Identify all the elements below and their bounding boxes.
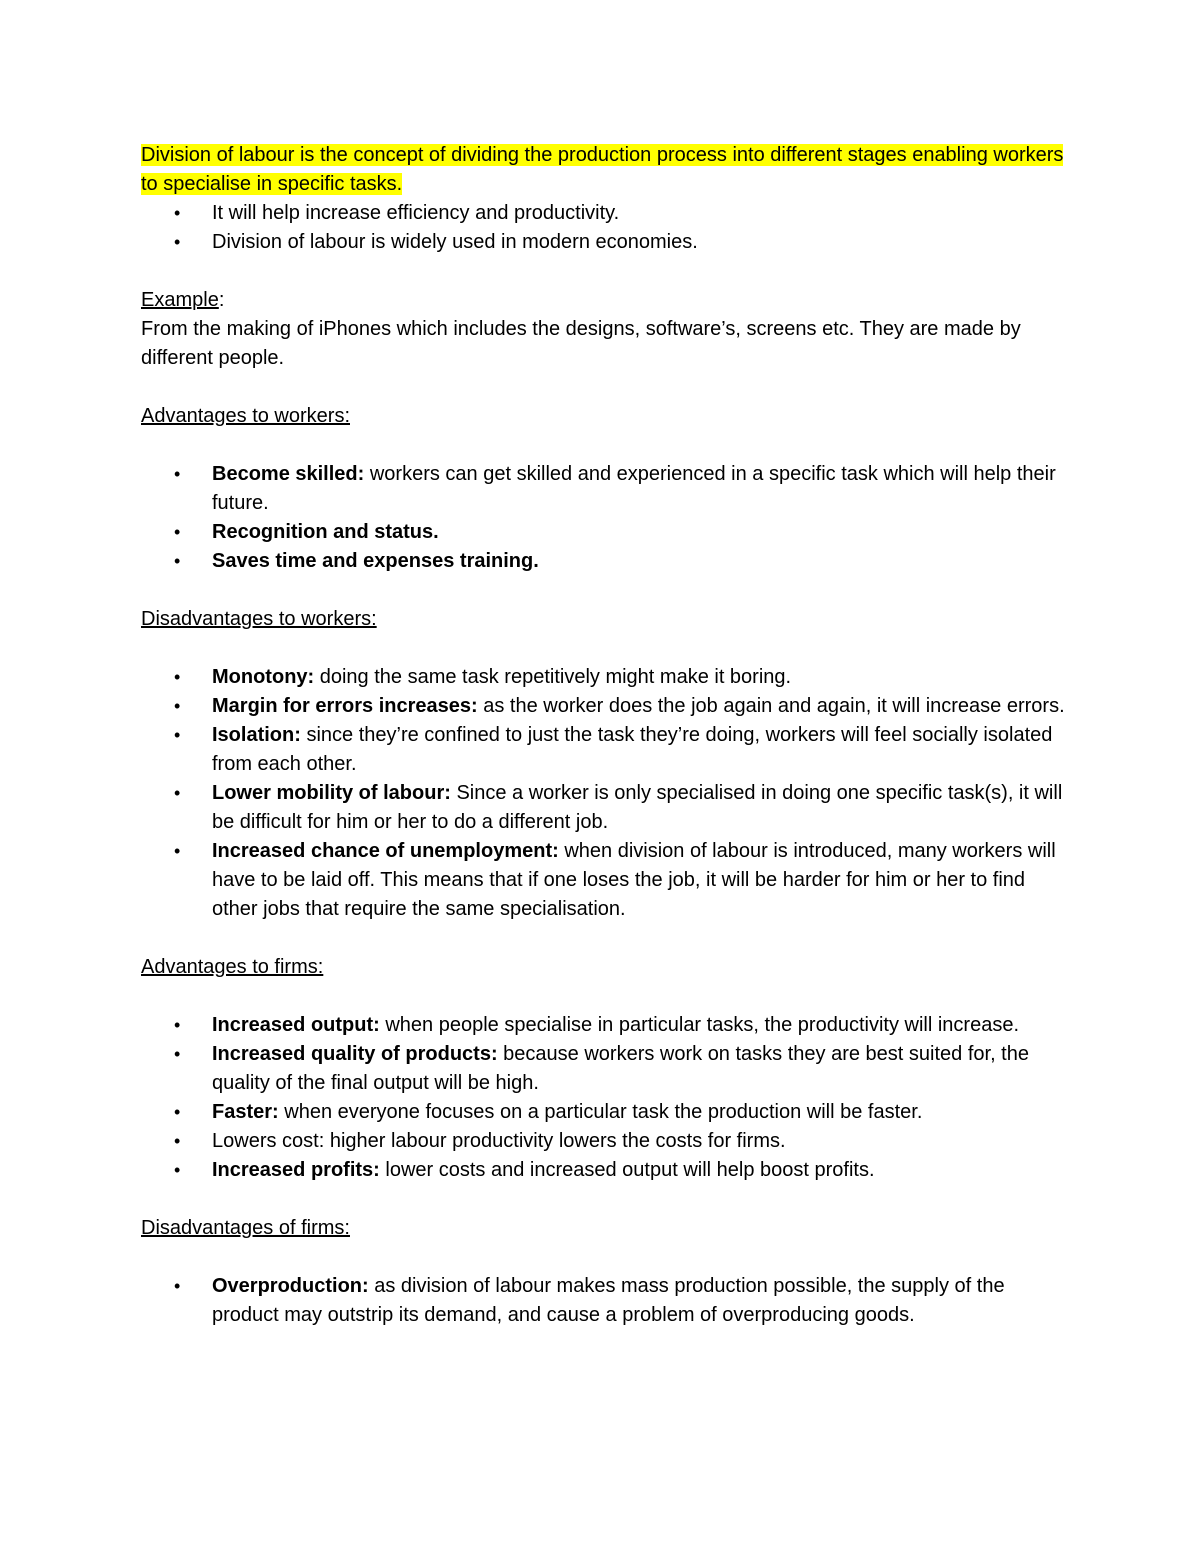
item-desc: when division of labour is introduced, many workers will have to be laid off. This means that if one loses the job, it will be harder for him or her to find other jobs that require the same specialisation. (212, 840, 1056, 920)
intro-bullet-text: Division of labour is widely used in modern economies. (212, 231, 698, 253)
item-term: Increased profits: (212, 1159, 380, 1181)
item-desc: as the worker does the job again and again, it will increase errors. (477, 695, 1065, 717)
disadv-firms-heading: Disadvantages of firms: (141, 1217, 350, 1239)
item-term: Faster: (212, 1101, 279, 1123)
bullet-icon: • (174, 1102, 181, 1122)
example-text: From the making of iPhones which includes the designs, software’s, screens etc. They are made by different people. (141, 318, 1021, 369)
list-item (141, 1011, 1071, 1040)
list-item (141, 663, 1071, 692)
item-term: Lower mobility of labour: (212, 782, 451, 804)
list-item (141, 1098, 1071, 1127)
list-item (141, 1127, 1071, 1156)
list-item (141, 692, 1071, 721)
list-item (141, 547, 1071, 576)
bullet-icon: • (174, 841, 181, 861)
item-term: Isolation: (212, 724, 301, 746)
adv-firms-heading: Advantages to firms: (141, 956, 324, 978)
item-term: Margin for errors increases: (212, 695, 478, 717)
list-item (141, 779, 1071, 837)
item-term: Increased quality of products: (212, 1043, 498, 1065)
bullet-icon: • (174, 783, 181, 803)
item-desc: when everyone focuses on a particular task the production will be faster. (278, 1101, 923, 1123)
list-item (141, 518, 1071, 547)
intro-bullet-list (141, 199, 1071, 257)
intro-bullet-item (141, 228, 1071, 257)
item-desc: Since a worker is only specialised in doing one specific task(s), it will be difficult for him or her to do a different job. (212, 782, 1063, 833)
item-desc: when people specialise in particular tasks, the productivity will increase. (379, 1014, 1019, 1036)
list-item (141, 1040, 1071, 1098)
item-desc: doing the same task repetitively might make it boring. (314, 666, 792, 688)
adv-workers-list (141, 460, 1071, 576)
list-item (141, 460, 1071, 518)
intro-highlight: Division of labour is the concept of dividing the production process into different stages enabling workers to specialise in specific tasks. (141, 144, 1064, 195)
disadv-workers-list (141, 663, 1071, 924)
bullet-icon: • (174, 1015, 181, 1035)
bullet-icon: • (174, 725, 181, 745)
intro-bullet-item (141, 199, 1071, 228)
item-term: Saves time and expenses training. (212, 550, 539, 572)
disadv-firms-list (141, 1272, 1071, 1330)
bullet-icon: • (174, 232, 181, 252)
item-desc: workers can get skilled and experienced in a specific task which will help their future. (212, 463, 1056, 514)
item-desc: as division of labour makes mass production possible, the supply of the product may outstrip its demand, and cause a problem of overproducing goods. (212, 1275, 1005, 1326)
list-item (141, 721, 1071, 779)
bullet-icon: • (174, 667, 181, 687)
disadv-workers-heading: Disadvantages to workers: (141, 608, 377, 630)
item-term: Monotony: (212, 666, 315, 688)
item-desc: because workers work on tasks they are best suited for, the quality of the final output will be high. (212, 1043, 1029, 1094)
bullet-icon: • (174, 1276, 181, 1296)
example-label: Example (141, 289, 219, 311)
document-page (141, 141, 1071, 1330)
item-term: Increased chance of unemployment: (212, 840, 559, 862)
example-colon: : (218, 289, 225, 311)
bullet-icon: • (174, 1131, 181, 1151)
item-term: Increased output: (212, 1014, 380, 1036)
item-desc: since they’re confined to just the task they’re doing, workers will feel socially isolated from each other. (212, 724, 1053, 775)
bullet-icon: • (174, 1044, 181, 1064)
adv-firms-list (141, 1011, 1071, 1185)
item-term: Recognition and status. (212, 521, 439, 543)
item-desc: Lowers cost: higher labour productivity lowers the costs for firms. (212, 1130, 786, 1152)
bullet-icon: • (174, 1160, 181, 1180)
intro-definition (141, 141, 1071, 199)
bullet-icon: • (174, 551, 181, 571)
item-term: Become skilled: (212, 463, 365, 485)
adv-workers-heading: Advantages to workers: (141, 405, 350, 427)
intro-bullet-text: It will help increase efficiency and productivity. (212, 202, 620, 224)
list-item (141, 1272, 1071, 1330)
list-item (141, 837, 1071, 924)
item-term: Overproduction: (212, 1275, 369, 1297)
bullet-icon: • (174, 464, 181, 484)
bullet-icon: • (174, 696, 181, 716)
item-desc: lower costs and increased output will help boost profits. (379, 1159, 875, 1181)
bullet-icon: • (174, 522, 181, 542)
list-item (141, 1156, 1071, 1185)
example-heading (141, 286, 1071, 315)
bullet-icon: • (174, 203, 181, 223)
